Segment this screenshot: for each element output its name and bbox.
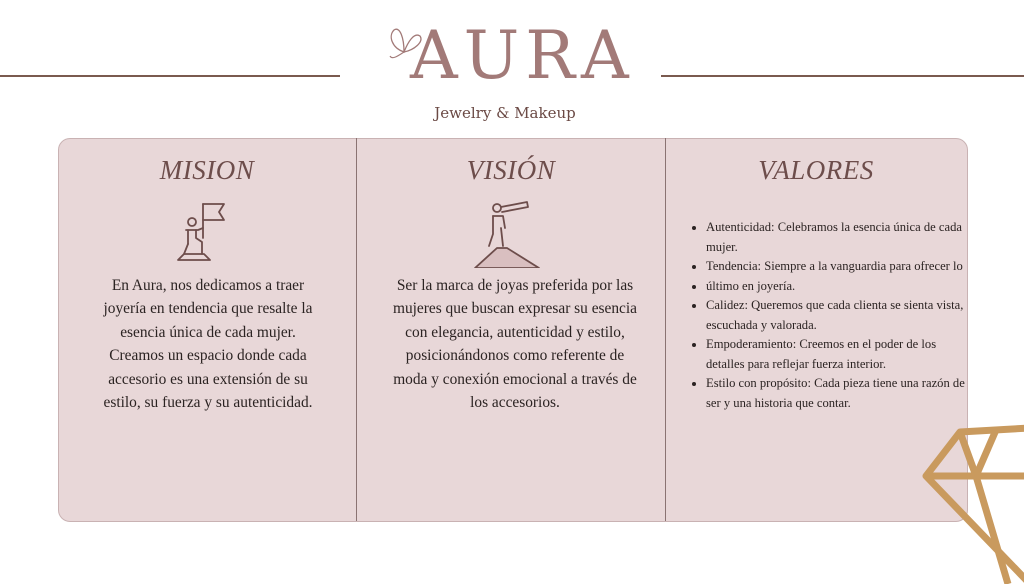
list-item: • Estilo con propósito: Cada pieza tiene una razón de ser y una historia que contar.: [706, 374, 976, 413]
vision-title: VISIÓN: [466, 155, 556, 185]
vision-column: [357, 138, 665, 520]
mision-text: En Aura, nos dedicamos a traer joyería en tendencia que resalte la esencia única de cada mujer. Creamos un espacio donde cada accesorio es una extensión de su estilo, su fuerza y su autenticidad.: [103, 277, 313, 412]
flag-summit-icon: [174, 198, 234, 268]
brand-name: AURA: [410, 17, 635, 94]
valores-title: VALORES: [758, 155, 874, 185]
mision-title: MISION: [159, 155, 255, 185]
decorative-rule-right: [661, 75, 1024, 77]
brand-tagline: Jewelry & Makeup: [434, 104, 576, 122]
list-item: • último en joyería.: [706, 277, 976, 297]
values-list: [684, 218, 976, 413]
list-item: • Empoderamiento: Creemos en el poder de los detalles para reflejar fuerza interior.: [706, 335, 976, 374]
telescope-icon: [467, 198, 547, 268]
list-item: • Calidez: Queremos que cada clienta se sienta vista, escuchada y valorada.: [706, 296, 976, 335]
brand-logo: [380, 16, 635, 96]
vision-text: Ser la marca de joyas preferida por las mujeres que buscan expresar su esencia con elegancia, autenticidad y estilo, posicionándonos como referente de moda y conexión emocional a través de los accesorios.: [392, 277, 637, 412]
list-item: • Autenticidad: Celebramos la esencia única de cada mujer.: [706, 218, 976, 257]
diamond-icon: [920, 424, 1024, 584]
mision-column: [58, 138, 356, 520]
list-item: • Tendencia: Siempre a la vanguardia para ofrecer lo: [706, 257, 976, 277]
decorative-rule-left: [0, 75, 340, 77]
